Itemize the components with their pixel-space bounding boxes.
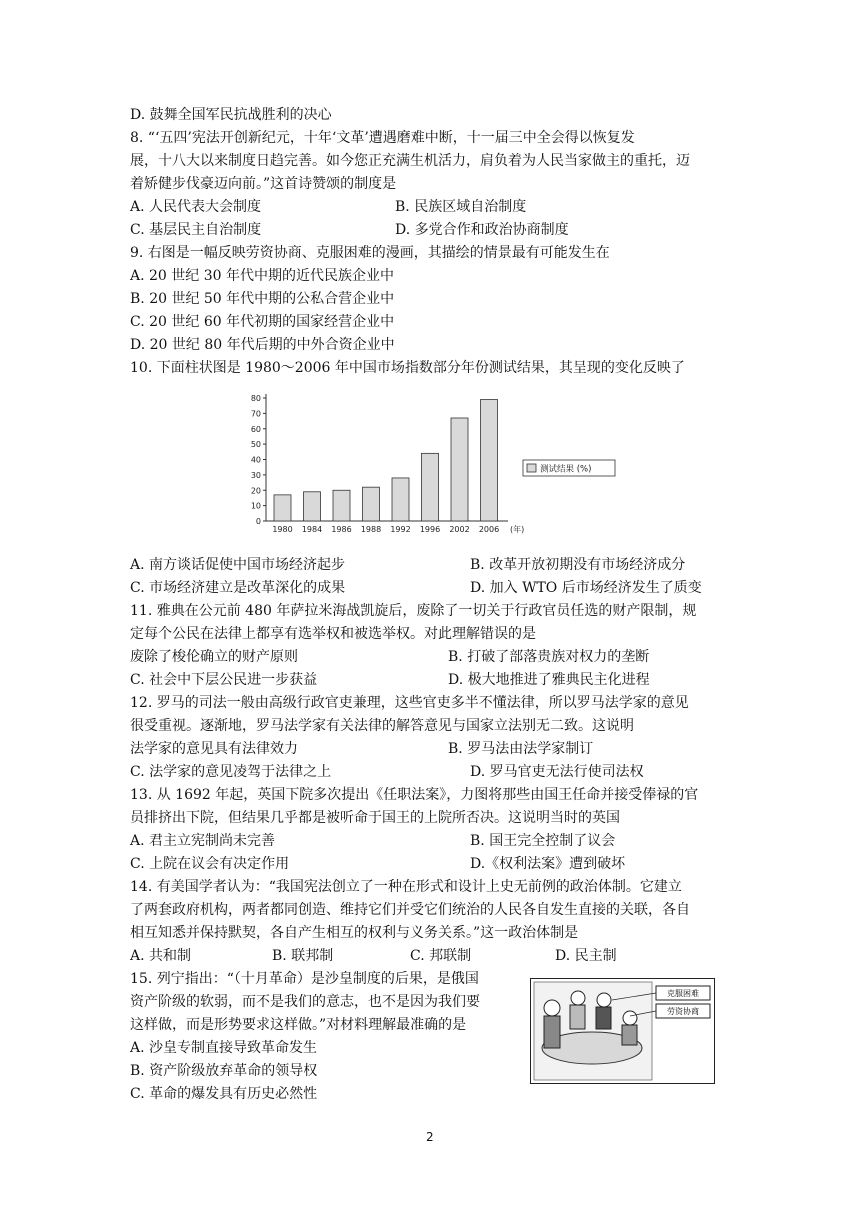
q8-stem-2: 展，十八大以来制度日趋完善。如今您正充满生机活力，肩负着为人民当家做主的重托，迈 xyxy=(130,153,690,169)
q13-option-b: B. 国王完全控制了议会 xyxy=(470,833,616,849)
y-tick-label: 50 xyxy=(250,440,261,450)
q12-option-a: 法学家的意见具有法律效力 xyxy=(130,741,298,757)
q10-option-a: A. 南方谈话促使中国市场经济起步 xyxy=(130,557,346,573)
bar-1980 xyxy=(274,495,291,521)
q10-option-d: D. 加入 WTO 后市场经济发生了质变 xyxy=(470,580,702,596)
q12-option-d: D. 罗马官吏无法行使司法权 xyxy=(470,764,644,780)
q12-option-c: C. 法学家的意见凌驾于法律之上 xyxy=(130,764,332,780)
q9-option-b: B. 20 世纪 50 年代中期的公私合营企业中 xyxy=(130,291,395,307)
x-tick-label: 1988 xyxy=(360,525,382,534)
y-tick-label: 20 xyxy=(250,486,261,496)
q7-option-d: D. 鼓舞全国军民抗战胜利的决心 xyxy=(130,107,332,123)
bar-1992 xyxy=(392,478,409,521)
q11-option-d: D. 极大地推进了雅典民主化进程 xyxy=(448,672,650,688)
legend-label: 测试结果 (%) xyxy=(540,464,592,475)
y-tick-label: 10 xyxy=(250,501,261,511)
q13-stem-1: 13. 从 1692 年起，英国下院多次提出《任职法案》，力图将那些由国王任命并接受俸禄的官 xyxy=(130,787,699,803)
q8-option-d: D. 多党合作和政治协商制度 xyxy=(395,222,569,238)
y-tick-label: 70 xyxy=(250,409,261,419)
q8-option-a: A. 人民代表大会制度 xyxy=(130,199,262,215)
legend-swatch xyxy=(527,464,536,472)
x-tick-label: 1984 xyxy=(301,525,323,534)
q13-option-a: A. 君主立宪制尚未完善 xyxy=(130,833,276,849)
q10-option-c: C. 市场经济建立是改革深化的成果 xyxy=(130,580,346,596)
q12-stem-1: 12. 罗马的司法一般由高级行政官吏兼理，这些官吏多半不懂法律，所以罗马法学家的意见 xyxy=(130,695,689,711)
q15-option-a: A. 沙皇专制直接导致革命发生 xyxy=(130,1040,318,1056)
q15-option-b: B. 资产阶级放弃革命的领导权 xyxy=(130,1063,318,1079)
q11-stem-1: 11. 雅典在公元前 480 年萨拉米海战凯旋后，废除了一切关于行政官员任选的财产限制，规 xyxy=(130,603,697,619)
x-tick-label: 2002 xyxy=(449,525,470,534)
q11-option-b: B. 打破了部落贵族对权力的垄断 xyxy=(448,649,650,665)
market-index-bar-chart xyxy=(230,388,630,543)
q14-stem-3: 相互知悉并保持默契，各自产生相互的权利与义务关系。”这一政治体制是 xyxy=(130,925,579,941)
q14-stem-1: 14. 有美国学者认为：“我国宪法创立了一种在形式和设计上史无前例的政治体制。它建立 xyxy=(130,879,682,895)
q15-stem-1: 15. 列宁指出：“（十月革命）是沙皇制度的后果，是俄国 xyxy=(130,971,479,987)
y-tick-label: 80 xyxy=(250,394,261,403)
q15-option-c: C. 革命的爆发具有历史必然性 xyxy=(130,1086,318,1102)
bar-1988 xyxy=(363,487,380,521)
y-tick-label: 40 xyxy=(250,455,261,465)
y-tick-label: 30 xyxy=(250,470,261,480)
q10-option-b: B. 改革开放初期没有市场经济成分 xyxy=(470,557,686,573)
q14-stem-2: 了两套政府机构，两者都同创造、维持它们并受它们统治的人民各自发生直接的关联，各自 xyxy=(130,902,690,918)
bar-2002 xyxy=(451,418,468,521)
q8-stem-1: 8. “‘五四’宪法开创新纪元，十年‘文革’遭遇磨难中断，十一届三中全会得以恢复发 xyxy=(130,130,635,146)
cartoon-label-overcome: 克服困难 xyxy=(667,989,699,998)
q9-stem: 9. 右图是一幅反映劳资协商、克服困难的漫画，其描绘的情景最有可能发生在 xyxy=(130,245,610,261)
page-number: 2 xyxy=(426,1130,434,1144)
q11-option-c: C. 社会中下层公民进一步获益 xyxy=(130,672,318,688)
x-axis-unit: (年) xyxy=(510,525,525,534)
q10-stem: 10. 下面柱状图是 1980～2006 年中国市场指数部分年份测试结果，其呈现的变化反映了 xyxy=(130,360,685,376)
q15-stem-3: 这样做，而是形势要求这样做。”对材料理解最准确的是 xyxy=(130,1017,467,1033)
bar-1984 xyxy=(304,492,321,521)
labor-capital-cartoon xyxy=(530,978,715,1084)
q12-option-b: B. 罗马法由法学家制订 xyxy=(448,741,594,757)
y-tick-label: 60 xyxy=(250,424,261,434)
q9-option-c: C. 20 世纪 60 年代初期的国家经营企业中 xyxy=(130,314,395,330)
x-tick-label: 2006 xyxy=(478,525,500,534)
x-tick-label: 1996 xyxy=(419,525,441,534)
q14-option-b: B. 联邦制 xyxy=(272,948,334,964)
q14-option-d: D. 民主制 xyxy=(555,948,617,964)
q15-stem-2: 资产阶级的软弱，而不是我们的意志，也不是因为我们要 xyxy=(130,994,480,1010)
q12-stem-2: 很受重视。逐渐地，罗马法学家有关法律的解答意见与国家立法别无二致。这说明 xyxy=(130,718,634,734)
q9-option-a: A. 20 世纪 30 年代中期的近代民族企业中 xyxy=(130,268,394,284)
x-tick-label: 1980 xyxy=(272,525,293,534)
q14-option-a: A. 共和制 xyxy=(130,948,192,964)
x-tick-label: 1986 xyxy=(331,525,352,534)
q13-option-c: C. 上院在议会有决定作用 xyxy=(130,856,290,872)
q14-option-c: C. 邦联制 xyxy=(410,948,472,964)
bar-1996 xyxy=(422,453,439,521)
x-tick-label: 1992 xyxy=(390,525,411,534)
y-tick-label: 0 xyxy=(255,517,261,526)
q8-option-b: B. 民族区域自治制度 xyxy=(395,199,527,215)
q11-option-a: 废除了梭伦确立的财产原则 xyxy=(130,649,298,665)
bar-1986 xyxy=(333,490,350,521)
q9-option-d: D. 20 世纪 80 年代后期的中外合资企业中 xyxy=(130,337,395,353)
bar-2006 xyxy=(481,400,498,521)
cartoon-label-negotiate: 劳资协商 xyxy=(667,1007,699,1016)
q13-option-d: D.《权利法案》遭到破坏 xyxy=(470,856,626,872)
q8-stem-3: 着矫健步伐豪迈向前。”这首诗赞颂的制度是 xyxy=(130,176,397,192)
q11-stem-2: 定每个公民在法律上都享有选举权和被选举权。对此理解错误的是 xyxy=(130,626,536,642)
q8-option-c: C. 基层民主自治制度 xyxy=(130,222,262,238)
q13-stem-2: 员排挤出下院，但结果几乎都是被听命于国王的上院所否决。这说明当时的英国 xyxy=(130,810,620,826)
